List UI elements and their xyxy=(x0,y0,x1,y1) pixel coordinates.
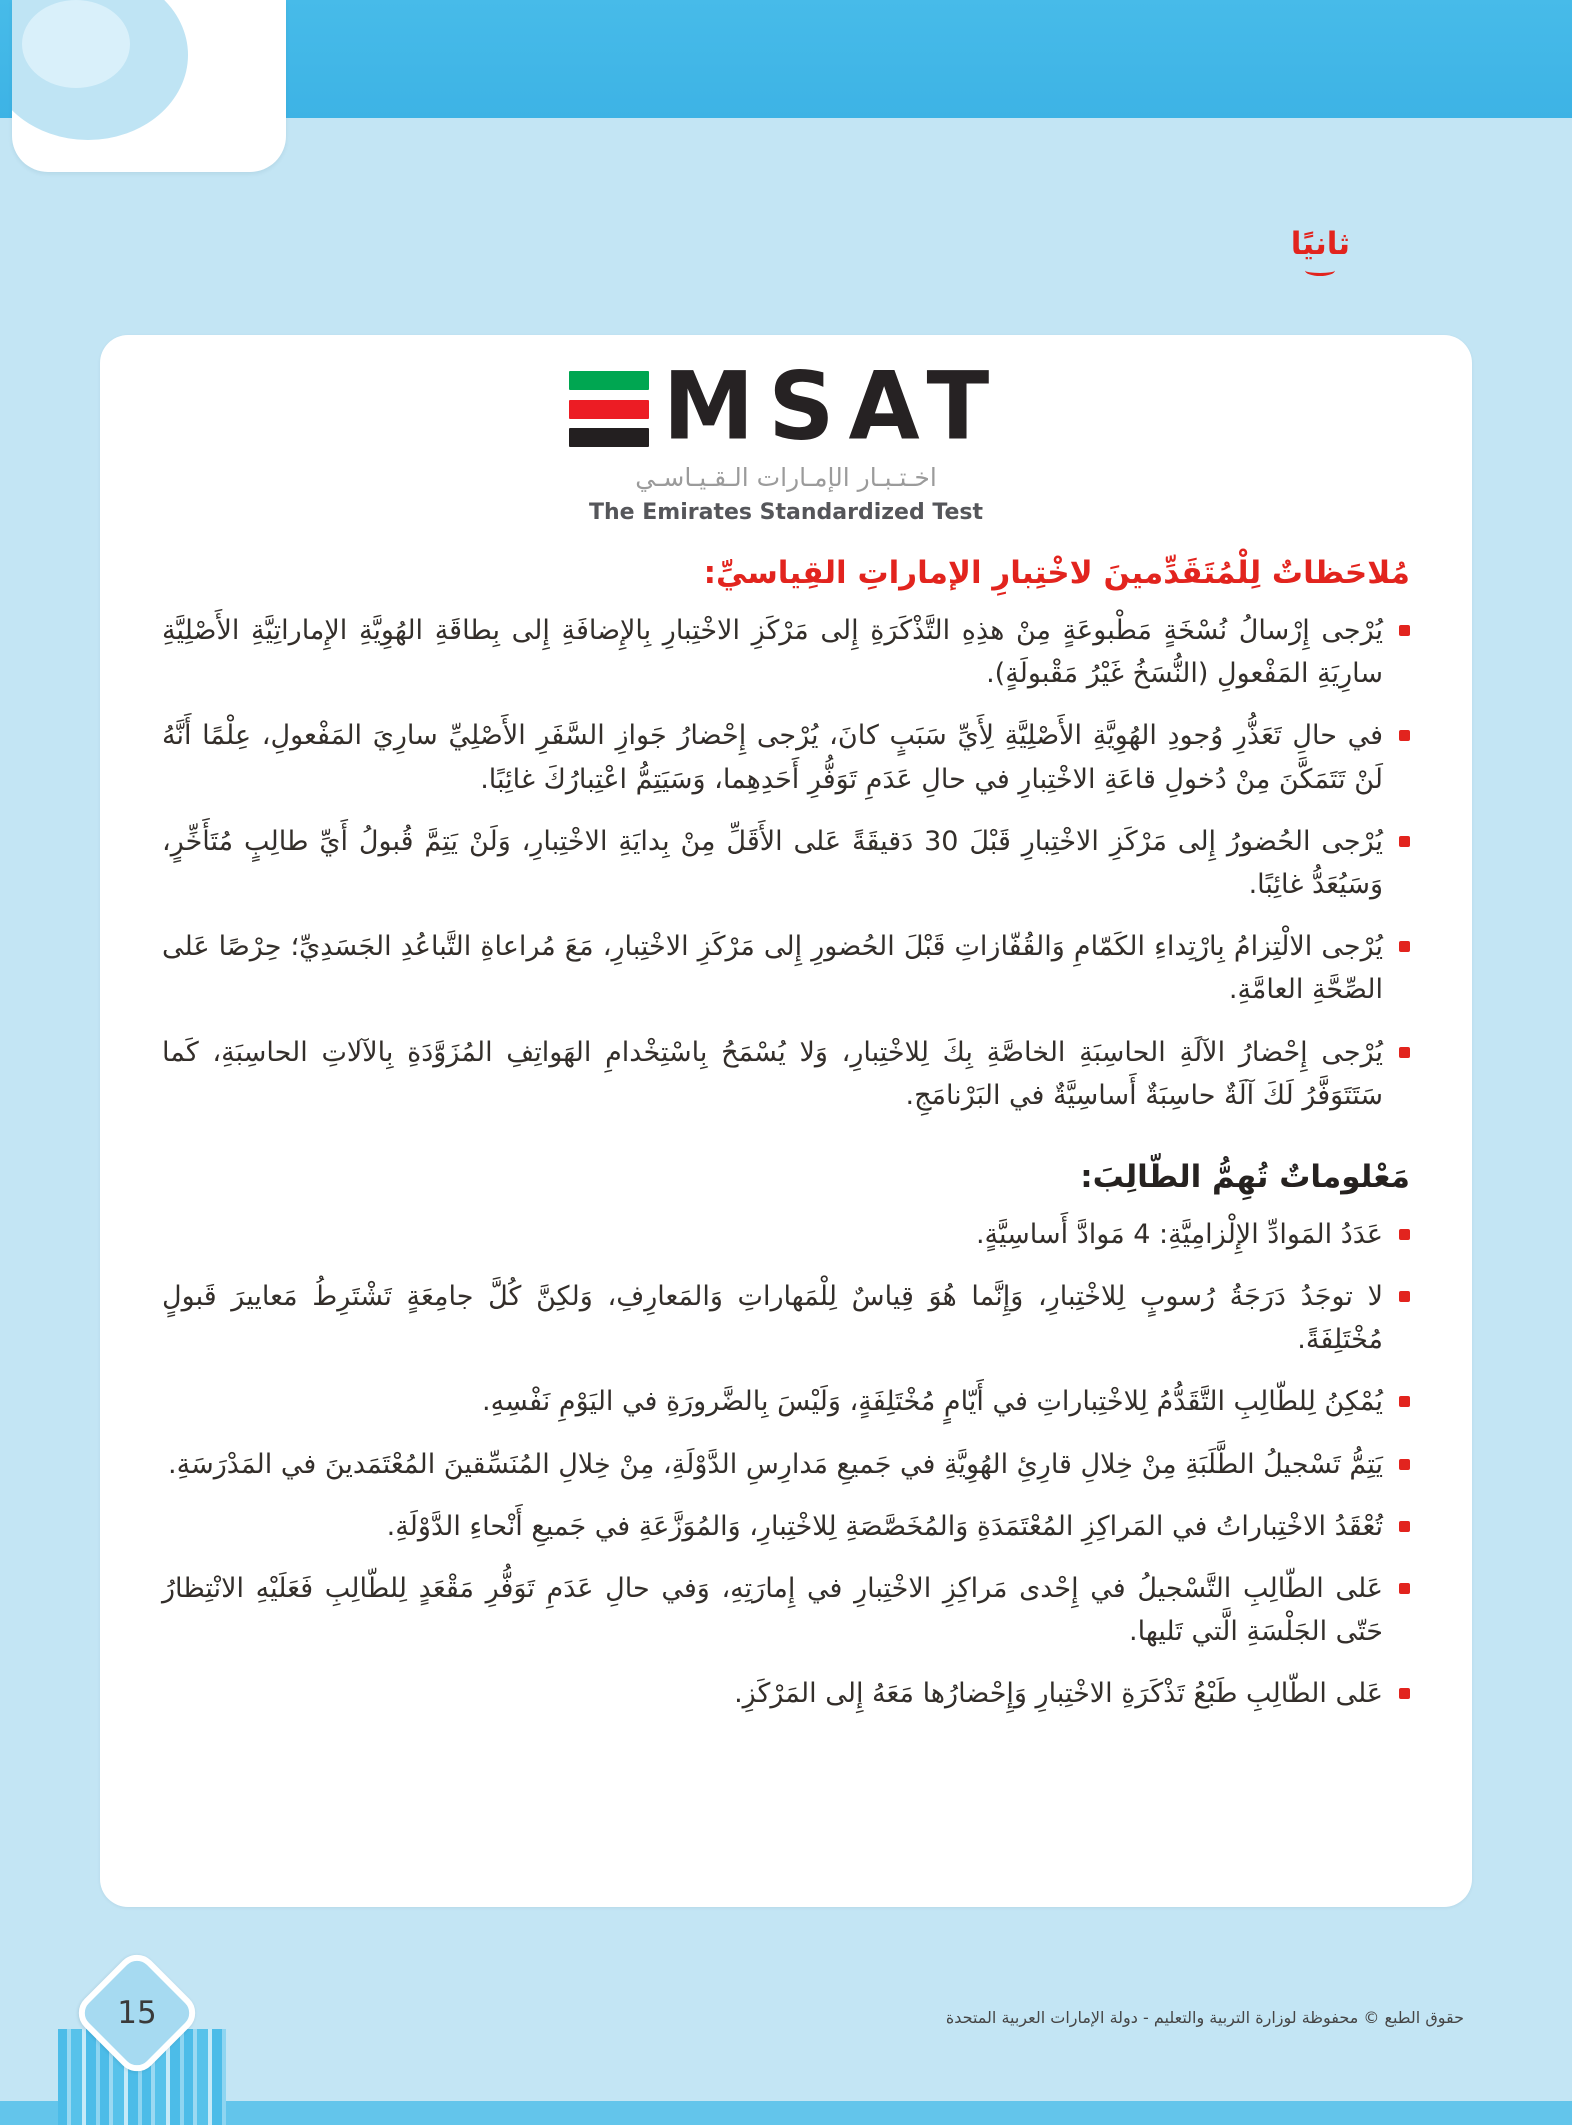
section-marker-flourish xyxy=(1305,265,1335,276)
tab-blob-decoration xyxy=(12,0,188,140)
emsat-wordmark xyxy=(162,351,1410,462)
page-number-badge xyxy=(70,1946,204,2080)
list-item xyxy=(162,1275,1410,1361)
top-decorative-band xyxy=(0,0,1572,118)
bullet-icon xyxy=(1399,1229,1410,1240)
list-item xyxy=(162,1672,1410,1715)
bullet-text: يُمْكِنُ لِلطّالِبِ التَّقَدُّمُ لِلاخْتِباراتِ في أَيّامٍ مُخْتَلِفَةٍ، وَلَيْسَ بِالضَّرورَةِ في اليَوْمِ نَفْسِهِ. xyxy=(481,1386,1383,1418)
bullet-icon xyxy=(1399,730,1410,741)
logo-e-bar-green xyxy=(569,371,649,390)
bullet-text: لا توجَدُ دَرَجَةُ رُسوبٍ لِلاخْتِبارِ، وَإِنَّما هُوَ قِياسٌ لِلْمَهاراتِ وَالمَعارِفِ، وَلكِنَّ كُلَّ جامِعَةٍ تَشْتَرِطُ مَعاييرَ قَبولٍ مُخْتَلِفَةً. xyxy=(162,1281,1383,1356)
notes-bullet-list xyxy=(162,609,1410,1117)
list-item xyxy=(162,609,1410,695)
bottom-band xyxy=(0,2101,1572,2125)
bullet-icon xyxy=(1399,1688,1410,1699)
bullet-text: يَتِمُّ تَسْجيلُ الطَّلَبَةِ مِنْ خِلالِ قارِئِ الهُوِيَّةِ في جَميعِ مَدارِسِ الدَّوْلَةِ، مِنْ خِلالِ المُنَسِّقينَ المُعْتَمَدينَ في المَدْرَسَةِ. xyxy=(168,1448,1383,1480)
list-item xyxy=(162,925,1410,1011)
bullet-text: عَدَدُ المَوادِّ الإِلْزامِيَّةِ: 4 مَوادَّ أَساسِيَّةٍ. xyxy=(975,1218,1383,1250)
list-item xyxy=(162,1380,1410,1423)
page-number: 15 xyxy=(117,1995,157,2031)
bullet-icon xyxy=(1399,1396,1410,1407)
list-item xyxy=(162,1031,1410,1117)
bullet-icon xyxy=(1399,1583,1410,1594)
notes-heading: مُلاحَظاتٌ لِلْمُتَقَدِّمينَ لاخْتِبارِ الإماراتِ القِياسيِّ: xyxy=(703,555,1410,591)
bullet-icon xyxy=(1399,625,1410,636)
content-card xyxy=(100,335,1472,1907)
copyright-footer: حقوق الطبع © محفوظة لوزارة التربية والتعليم - دولة الإمارات العربية المتحدة xyxy=(945,2008,1464,2027)
bullet-icon xyxy=(1399,1521,1410,1532)
bullet-text: عَلى الطّالِبِ طَبْعُ تَذْكَرَةِ الاخْتِبارِ وَإِحْضارُها مَعَهُ إِلى المَرْكَزِ. xyxy=(734,1678,1383,1710)
bullet-text: تُعْقَدُ الاخْتِباراتُ في المَراكِزِ المُعْتَمَدَةِ وَالمُخَصَّصَةِ لِلاخْتِبارِ، وَالمُوَزَّعَةِ في جَميعِ أَنْحاءِ الدَّوْلَةِ. xyxy=(386,1510,1383,1542)
logo-english-name: The Emirates Standardized Test xyxy=(589,500,983,525)
bullet-text: يُرْجى الالْتِزامُ بِارْتِداءِ الكَمّامِ وَالقُفّازاتِ قَبْلَ الحُضورِ إِلى مَرْكَزِ الاخْتِبارِ، مَعَ مُراعاةِ التَّباعُدِ الجَسَدِيِّ؛ حِرْصًا عَلى الصِّحَّةِ العامَّةِ. xyxy=(162,931,1383,1006)
list-item xyxy=(162,820,1410,906)
list-item xyxy=(162,1567,1410,1653)
info-bullet-list xyxy=(162,1213,1410,1716)
logo-letters: MSAT xyxy=(662,351,1004,462)
info-heading: مَعْلوماتٌ تُهِمُّ الطّالِبَ: xyxy=(1080,1158,1410,1195)
logo-e-bar-black xyxy=(569,428,649,447)
top-left-tab xyxy=(12,0,286,172)
logo-e-bars-icon xyxy=(569,371,649,447)
bullet-icon xyxy=(1399,941,1410,952)
bullet-text: في حالِ تَعَذُّرِ وُجودِ الهُوِيَّةِ الأَصْلِيَّةِ لِأَيِّ سَبَبٍ كانَ، يُرْجى إِحْضارُ جَوازِ السَّفَرِ الأَصْلِيِّ سارِيَ المَفْعولِ، عِلْمًا أَنَّهُ لَنْ تَتَمَكَّنَ مِنْ دُخولِ قاعَةِ الاخْتِبارِ في حالِ عَدَمِ تَوَفُّرِ أَحَدِهِما، وَسَيَتِمُّ اعْتِبارُكَ غائِبًا. xyxy=(162,720,1383,795)
bullet-icon xyxy=(1399,1291,1410,1302)
bullet-icon xyxy=(1399,1047,1410,1058)
list-item xyxy=(162,714,1410,800)
list-item xyxy=(162,1213,1410,1256)
bullet-icon xyxy=(1399,1459,1410,1470)
bullet-text: يُرْجى الحُضورُ إِلى مَرْكَزِ الاخْتِبارِ قَبْلَ 30 دَقيقَةً عَلى الأَقَلِّ مِنْ بِدايَةِ الاخْتِبارِ، وَلَنْ يَتِمَّ قُبولُ أَيِّ طالِبٍ مُتَأَخِّرٍ، وَسَيُعَدُّ غائِبًا. xyxy=(162,825,1383,900)
list-item xyxy=(162,1505,1410,1548)
bullet-text: يُرْجى إِحْضارُ الآلَةِ الحاسِبَةِ الخاصَّةِ بِكَ لِلاخْتِبارِ، وَلا يُسْمَحُ بِاسْتِخْدامِ الهَواتِفِ المُزَوَّدَةِ بِالآلاتِ الحاسِبَةِ، كَما سَتَتَوَفَّرُ لَكَ آلَةٌ حاسِبَةٌ أَساسِيَّةٌ في البَرْنامَجِ. xyxy=(162,1036,1383,1111)
emsat-logo xyxy=(162,351,1410,525)
section-marker-text: ثانيًا xyxy=(1290,226,1350,262)
section-marker xyxy=(1291,226,1350,276)
list-item xyxy=(162,1443,1410,1486)
logo-arabic-name: اخـتـبـار الإمـارات الـقـيـاسـي xyxy=(635,463,937,492)
tab-blob-inner-decoration xyxy=(22,0,130,88)
bullet-icon xyxy=(1399,836,1410,847)
logo-e-bar-red xyxy=(569,400,649,419)
bullet-text: عَلى الطّالِبِ التَّسْجيلُ في إِحْدى مَراكِزِ الاخْتِبارِ في إِمارَتِهِ، وَفي حالِ عَدَمِ تَوَفُّرِ مَقْعَدٍ لِلطّالِبِ فَعَلَيْهِ الانْتِظارُ حَتّى الجَلْسَةِ الَّتي تَليها. xyxy=(162,1573,1383,1648)
bullet-text: يُرْجى إِرْسالُ نُسْخَةٍ مَطْبوعَةٍ مِنْ هذِهِ التَّذْكَرَةِ إِلى مَرْكَزِ الاخْتِبارِ بِالإِضافَةِ إِلى بِطاقَةِ الهُوِيَّةِ الإِماراتِيَّةِ الأَصْلِيَّةِ سارِيَةِ المَفْعولِ (النُّسَخُ غَيْرُ مَقْبولَةٍ). xyxy=(162,615,1383,690)
